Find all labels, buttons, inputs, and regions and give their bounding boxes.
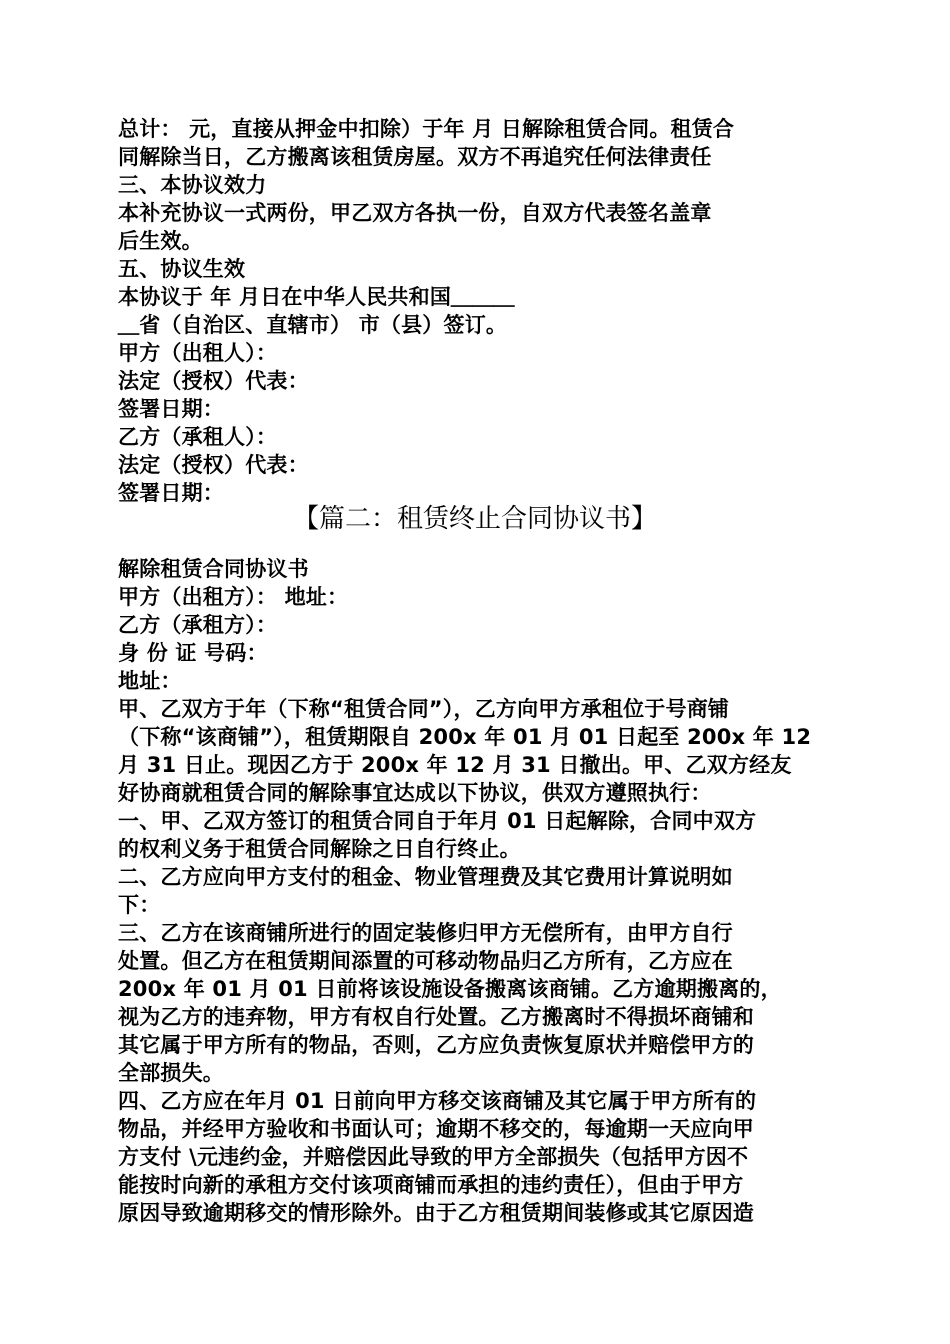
text-line: 的权利义务于租赁合同解除之日自行终止。 xyxy=(118,837,521,861)
text-line: 200x 年 01 月 01 日前将该设施设备搬离该商铺。乙方逾期搬离的， xyxy=(118,977,782,1001)
text-line: 物品，并经甲方验收和书面认可；逾期不移交的，每逾期一天应向甲 xyxy=(118,1117,754,1141)
text-line: 身 份 证 号码： xyxy=(118,641,268,665)
text-line: 本协议于 年 月日在中华人民共和国＿＿＿ xyxy=(118,285,515,309)
text-line: 解除租赁合同协议书 xyxy=(118,557,309,581)
text-line: 地址： xyxy=(118,669,182,693)
text-line: 甲方（出租人）： xyxy=(118,341,278,365)
text-line: 三、乙方在该商铺所进行的固定装修归甲方无偿所有，由甲方自行 xyxy=(118,921,733,945)
text-line: 方支付 \元违约金，并赔偿因此导致的甲方全部损失（包括甲方因不 xyxy=(118,1145,749,1169)
text-line: ＿省（自治区、直辖市） 市（县）签订。 xyxy=(118,313,508,337)
text-line: 视为乙方的违弃物，甲方有权自行处置。乙方搬离时不得损坏商铺和 xyxy=(118,1005,754,1029)
text-line: 甲方（出租方）： 地址： xyxy=(118,585,349,609)
text-line: 好协商就租赁合同的解除事宜达成以下协议，供双方遵照执行： xyxy=(118,781,712,805)
text-line: 法定（授权）代表： xyxy=(118,369,309,393)
section-heading: 【篇二：租赁终止合同协议书】 xyxy=(292,504,657,534)
text-line: 同解除当日，乙方搬离该租赁房屋。双方不再追究任何法律责任 xyxy=(118,145,712,169)
text-line: 能按时向新的承租方交付该项商铺而承担的违约责任），但由于甲方 xyxy=(118,1173,744,1197)
text-line: 总计： 元，直接从押金中扣除）于年 月 日解除租赁合同。租赁合 xyxy=(118,117,735,141)
text-line: 其它属于甲方所有的物品，否则，乙方应负责恢复原状并赔偿甲方的 xyxy=(118,1033,754,1057)
text-line: 法定（授权）代表： xyxy=(118,453,309,477)
text-line: 签署日期： xyxy=(118,397,224,421)
text-line: 月 31 日止。现因乙方于 200x 年 12 月 31 日撤出。甲、乙双方经友 xyxy=(118,753,792,777)
text-line: 后生效。 xyxy=(118,229,203,253)
text-line: 一、甲、乙双方签订的租赁合同自于年月 01 日起解除，合同中双方 xyxy=(118,809,757,833)
text-line: 全部损失。 xyxy=(118,1061,224,1085)
text-line: 五、协议生效 xyxy=(118,257,246,281)
text-line: 二、乙方应向甲方支付的租金、物业管理费及其它费用计算说明如 xyxy=(118,865,733,889)
text-line: （下称“该商铺”），租赁期限自 200x 年 01 月 01 日起至 200x 年 12 xyxy=(118,725,812,749)
text-line: 本补充协议一式两份，甲乙双方各执一份，自双方代表签名盖章 xyxy=(118,201,712,225)
text-line: 乙方（承租人）： xyxy=(118,425,278,449)
text-line: 三、本协议效力 xyxy=(118,173,267,197)
text-line: 乙方（承租方）： xyxy=(118,613,278,637)
text-line: 甲、乙双方于年（下称“租赁合同”），乙方向甲方承租位于号商铺 xyxy=(118,697,730,721)
text-line: 四、乙方应在年月 01 日前向甲方移交该商铺及其它属于甲方所有的 xyxy=(118,1089,757,1113)
text-line: 下： xyxy=(118,893,161,917)
text-line: 原因导致逾期移交的情形除外。由于乙方租赁期间装修或其它原因造 xyxy=(118,1201,754,1225)
text-line: 处置。但乙方在租赁期间添置的可移动物品归乙方所有，乙方应在 xyxy=(118,949,733,973)
text-line: 签署日期： xyxy=(118,481,224,505)
